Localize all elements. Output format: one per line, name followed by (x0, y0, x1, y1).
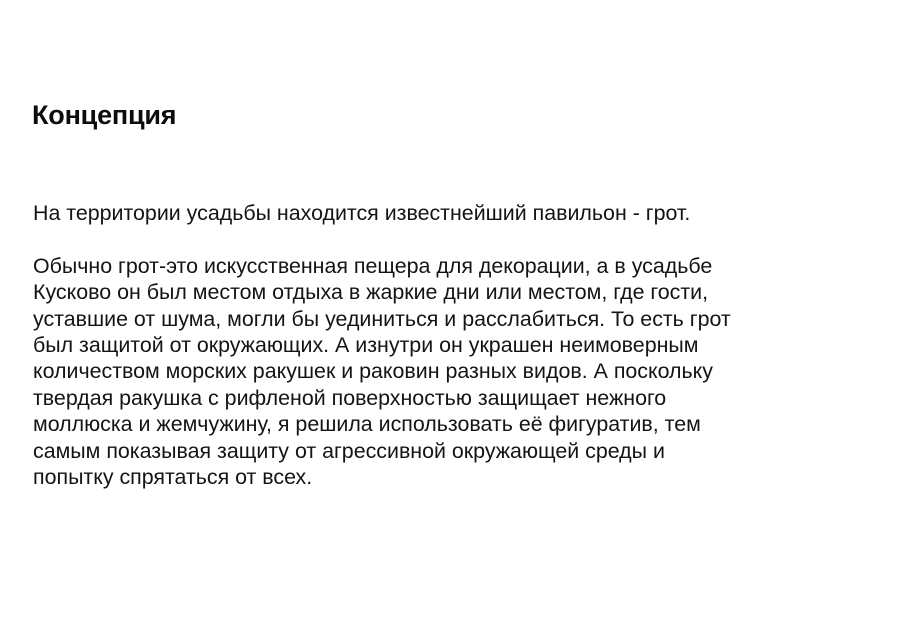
page-title: Концепция (32, 100, 177, 130)
paragraph-description (33, 253, 883, 491)
concept-text (33, 200, 883, 490)
text-line: Кусково он был местом отдыха в жаркие дни или местом, где гости, (33, 280, 709, 305)
text-line: самым показывая защиту от агрессивной окружающей среды и (33, 438, 665, 463)
text-line: моллюска и жемчужину, я решила использовать её фигуратив, тем (33, 412, 701, 437)
text-line: попытку спрятаться от всех. (33, 465, 313, 490)
text-line: был защитой от окружающих. А изнутри он украшен неимоверным (33, 333, 699, 358)
text-line: На территории усадьбы находится известнейший павильон - грот. (33, 201, 691, 225)
text-line: количеством морских ракушек и раковин разных видов. А поскольку (33, 359, 713, 384)
text-line: твердая ракушка с рифленой поверхностью защищает нежного (33, 385, 667, 410)
paragraph-intro (33, 200, 883, 226)
text-line: Обычно грот-это искусственная пещера для декорации, а в усадьбе (33, 253, 713, 278)
text-line: уставшие от шума, могли бы уединиться и расслабиться. То есть грот (33, 306, 731, 331)
